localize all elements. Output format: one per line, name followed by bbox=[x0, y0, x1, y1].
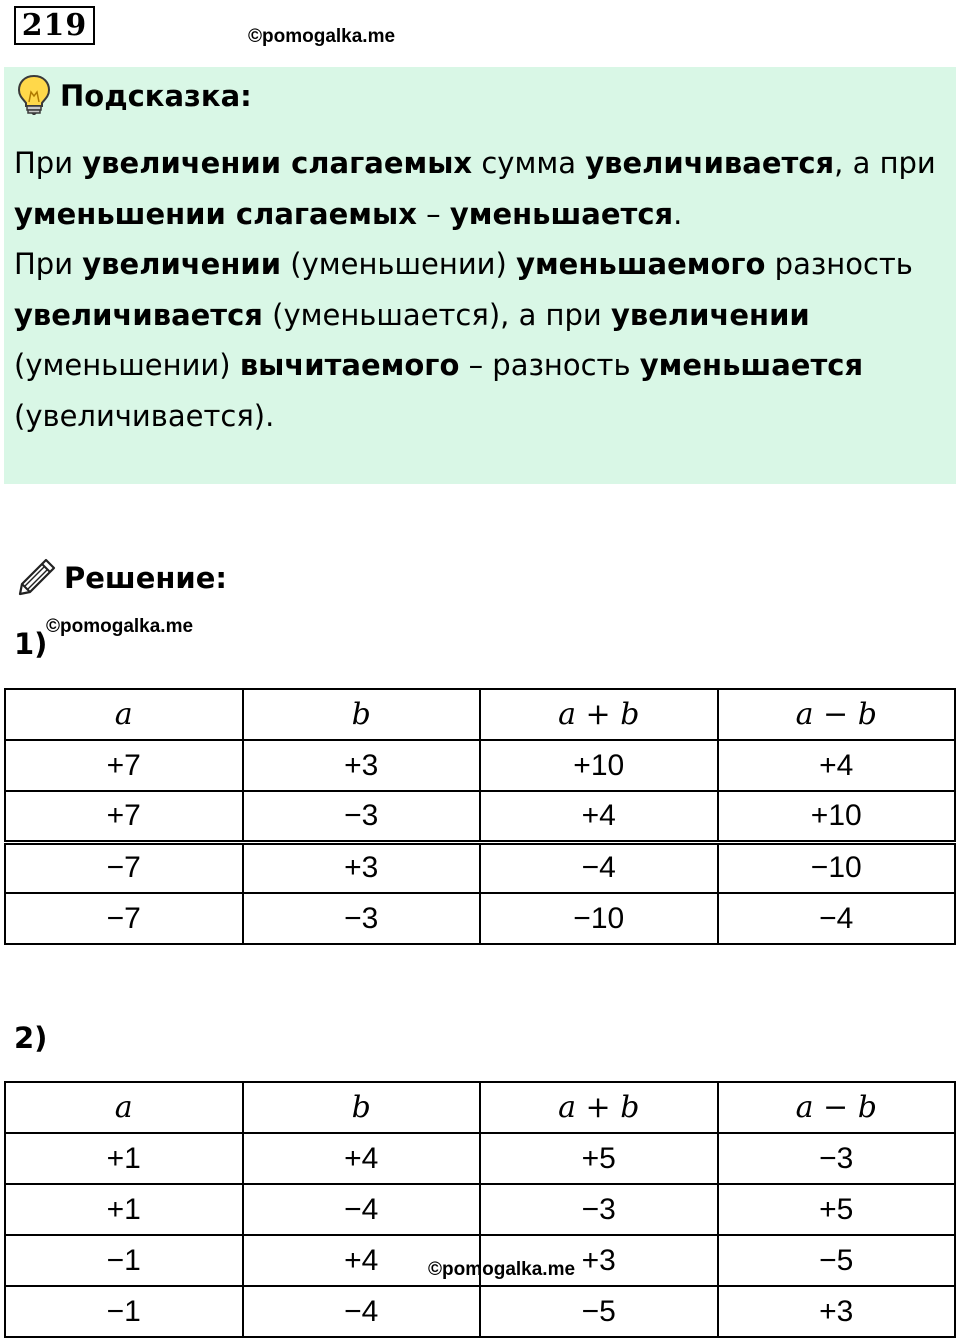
header-cell: a − b bbox=[718, 1082, 956, 1133]
table-cell: −4 bbox=[243, 1184, 481, 1235]
hint-bold-segment: уменьшении слагаемых bbox=[14, 196, 417, 231]
table-cell: +7 bbox=[5, 740, 243, 791]
hint-bold-segment: уменьшаемого bbox=[516, 247, 766, 281]
hint-segment: При bbox=[14, 247, 83, 281]
watermark: ©pomogalka.me bbox=[428, 1259, 576, 1280]
table-cell: +3 bbox=[718, 1286, 956, 1337]
header-cell: a bbox=[5, 1082, 243, 1133]
table-cell: +3 bbox=[480, 1235, 718, 1286]
hint-line bbox=[14, 239, 944, 290]
table-cell: +5 bbox=[718, 1184, 956, 1235]
part-1-label: 1) bbox=[14, 627, 48, 661]
table-cell: +5 bbox=[480, 1133, 718, 1184]
header-cell: a + b bbox=[480, 689, 718, 740]
table-cell: −3 bbox=[243, 791, 481, 842]
table-cell: +1 bbox=[5, 1184, 243, 1235]
table-row bbox=[5, 1184, 955, 1235]
table-row bbox=[5, 1286, 955, 1337]
hint-bold-segment: увеличивается bbox=[585, 146, 835, 180]
table-cell: +4 bbox=[480, 791, 718, 842]
hint-line bbox=[14, 189, 944, 240]
table-cell: −4 bbox=[480, 842, 718, 893]
table-cell: −5 bbox=[718, 1235, 956, 1286]
header-cell: b bbox=[243, 689, 481, 740]
part-2-label: 2) bbox=[14, 1021, 48, 1055]
hint-line bbox=[14, 391, 944, 442]
table-cell: −10 bbox=[480, 893, 718, 944]
hint-title: Подсказка: bbox=[60, 79, 252, 113]
hint-bold-segment: увеличении bbox=[82, 247, 282, 281]
lightbulb-icon bbox=[16, 74, 52, 116]
table-row bbox=[5, 842, 955, 893]
hint-segment: . bbox=[673, 196, 683, 231]
table-cell: −3 bbox=[480, 1184, 718, 1235]
table-cell: +1 bbox=[5, 1133, 243, 1184]
table-cell: +4 bbox=[243, 1133, 481, 1184]
watermark: ©pomogalka.me bbox=[248, 26, 396, 47]
header-cell: b bbox=[243, 1082, 481, 1133]
table-part-1 bbox=[4, 688, 956, 945]
watermark: ©pomogalka.me bbox=[46, 616, 194, 637]
hint-segment: – разность bbox=[459, 348, 640, 382]
hint-segment: (уменьшении) bbox=[14, 348, 240, 382]
table-header-row bbox=[5, 1082, 955, 1133]
hint-bold-segment: увеличивается bbox=[14, 297, 263, 332]
table-cell: −3 bbox=[243, 893, 481, 944]
table-row bbox=[5, 791, 955, 842]
hint-segment: разность bbox=[765, 247, 913, 281]
hint-segment: (уменьшении) bbox=[281, 247, 517, 281]
header-cell: a − b bbox=[718, 689, 956, 740]
table-cell: +7 bbox=[5, 791, 243, 842]
table-cell: −10 bbox=[718, 842, 956, 893]
hint-text bbox=[14, 138, 944, 441]
table-cell: −7 bbox=[5, 842, 243, 893]
table-cell: −4 bbox=[243, 1286, 481, 1337]
hint-segment: – bbox=[416, 196, 450, 231]
hint-segment: При bbox=[14, 146, 83, 180]
header-cell: a + b bbox=[480, 1082, 718, 1133]
table-cell: +10 bbox=[480, 740, 718, 791]
solution-title: Решение: bbox=[64, 561, 228, 595]
table-cell: −4 bbox=[718, 893, 956, 944]
table-cell: +3 bbox=[243, 842, 481, 893]
table-cell: +4 bbox=[718, 740, 956, 791]
hint-segment: , а при bbox=[834, 146, 936, 180]
table-cell: +10 bbox=[718, 791, 956, 842]
task-number: 219 bbox=[14, 6, 95, 45]
table-cell: −1 bbox=[5, 1286, 243, 1337]
table-cell: +4 bbox=[243, 1235, 481, 1286]
table-cell: −1 bbox=[5, 1235, 243, 1286]
table-row bbox=[5, 893, 955, 944]
hint-bold-segment: увеличении слагаемых bbox=[82, 146, 473, 180]
hint-line bbox=[14, 340, 944, 391]
table-cell: +3 bbox=[243, 740, 481, 791]
hint-segment: (уменьшается), а при bbox=[262, 297, 611, 332]
table-row bbox=[5, 1133, 955, 1184]
hint-bold-segment: уменьшается bbox=[449, 196, 674, 231]
table-cell: −5 bbox=[480, 1286, 718, 1337]
pencil-icon bbox=[16, 556, 58, 598]
hint-line bbox=[14, 138, 944, 189]
hint-bold-segment: увеличении bbox=[611, 297, 810, 332]
table-cell: −3 bbox=[718, 1133, 956, 1184]
table-row bbox=[5, 740, 955, 791]
hint-segment: (увеличивается). bbox=[14, 398, 275, 433]
table-cell: −7 bbox=[5, 893, 243, 944]
table-part-2 bbox=[4, 1081, 956, 1338]
hint-bold-segment: уменьшается bbox=[639, 348, 864, 382]
hint-bold-segment: вычитаемого bbox=[239, 348, 460, 382]
header-cell: a bbox=[5, 689, 243, 740]
hint-line bbox=[14, 290, 944, 341]
table-header-row bbox=[5, 689, 955, 740]
hint-segment: сумма bbox=[472, 146, 586, 180]
